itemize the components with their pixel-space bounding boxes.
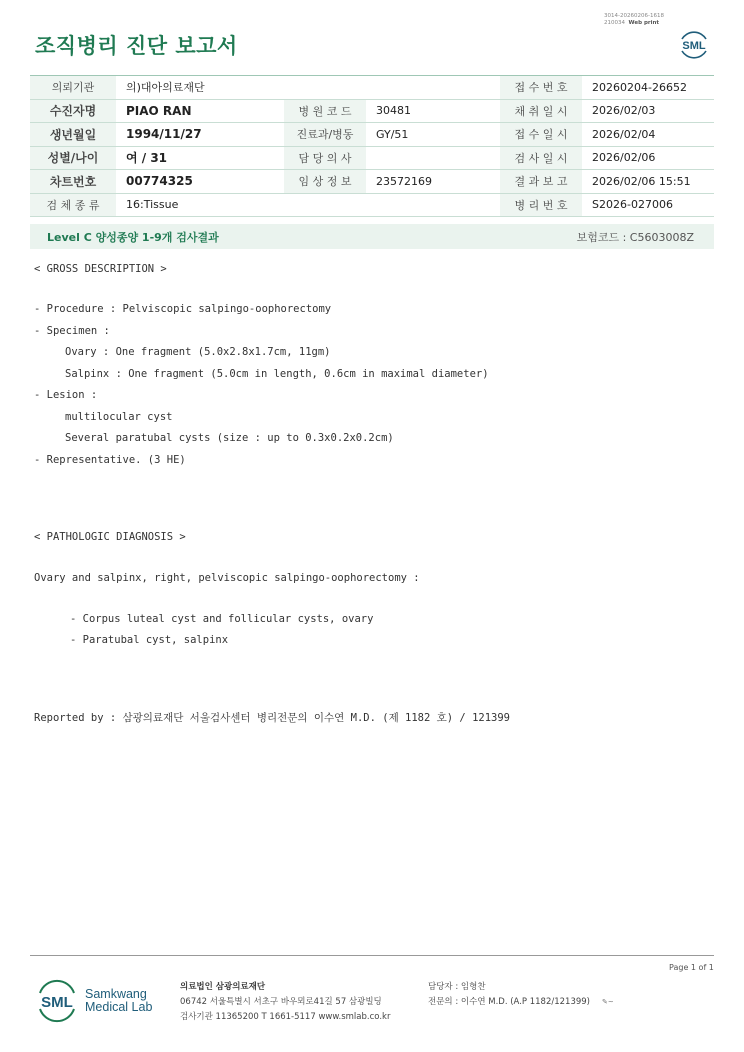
footer-organization-info — [180, 980, 390, 1025]
table-row — [30, 146, 714, 170]
reported-by: Reported by : 삼광의료재단 서울검사센터 병리전문의 이수연 M.D. (제 1182 호) / 121399 — [34, 712, 511, 724]
pathology-number-label: 병 리 번 호 — [500, 193, 582, 217]
specimen-type-value: 16:Tissue — [116, 193, 500, 217]
collection-date-value: 2026/02/03 — [582, 99, 714, 123]
table-row — [30, 99, 714, 123]
hospital-code-label: 병 원 코 드 — [284, 99, 366, 123]
lesion-item-2: Several paratubal cysts (size : up to 0.3x0.2x0.2cm) — [65, 432, 394, 444]
page-number: Page 1 of 1 — [669, 963, 714, 972]
birth-date-value: 1994/11/27 — [116, 123, 284, 147]
lesion-item-1: multilocular cyst — [65, 411, 173, 423]
footer-manager: 담당자 : 임형찬 — [428, 982, 486, 992]
test-date-label: 검 사 일 시 — [500, 146, 582, 170]
gross-description-header: < GROSS DESCRIPTION > — [34, 263, 167, 275]
ovary-line: Ovary : One fragment (5.0x2.8x1.7cm, 11gm) — [65, 346, 331, 358]
result-report-label: 결 과 보 고 — [500, 170, 582, 194]
sex-age-value: 여 / 31 — [116, 146, 284, 170]
clinical-info-value: 23572169 — [366, 170, 500, 194]
patient-name-label: 수진자명 — [30, 99, 116, 123]
department-ward-value: GY/51 — [366, 123, 500, 147]
attending-doctor-value — [366, 146, 500, 170]
print-meta-line1: 3014-20260206-1618 — [604, 13, 664, 19]
procedure-line: - Procedure : Pelviscopic salpingo-oophorectomy — [34, 303, 332, 315]
test-name: Level C 양성종양 1-9개 검사결과 — [47, 230, 219, 244]
chart-number-label: 차트번호 — [30, 170, 116, 194]
attending-doctor-label: 담 당 의 사 — [284, 146, 366, 170]
print-meta-line2: 210034 — [604, 20, 625, 26]
insurance-code: 보험코드 : C5603008Z — [576, 230, 694, 244]
footer-contact: 검사기관 11365200 T 1661-5117 www.smlab.co.kr — [180, 1012, 391, 1022]
sml-logo-icon — [676, 26, 712, 62]
specimen-type-label: 검 체 종 류 — [30, 193, 116, 217]
specimen-line: - Specimen : — [34, 325, 110, 337]
patient-name-value: PIAO RAN — [116, 99, 284, 123]
table-row — [30, 193, 714, 217]
footer-logo-line2: Medical Lab — [85, 1000, 153, 1014]
signature-icon: ✎~ — [602, 998, 614, 1006]
requesting-institution-label: 의뢰기관 — [30, 76, 116, 100]
clinical-info-label: 임 상 정 보 — [284, 170, 366, 194]
salpinx-line: Salpinx : One fragment (5.0cm in length, 0.6cm in maximal diameter) — [65, 368, 489, 380]
footer-logo-abbr: SML — [41, 994, 73, 1011]
pathology-number-value: S2026-027006 — [582, 193, 714, 217]
receipt-date-value: 2026/02/04 — [582, 123, 714, 147]
footer-address: 06742 서울특별시 서초구 바우뫼로41길 57 삼광빌딩 — [180, 997, 382, 1007]
footer-divider — [30, 955, 714, 956]
chart-number-value: 00774325 — [116, 170, 284, 194]
requesting-institution-value: 의)대아의료재단 — [116, 76, 500, 100]
table-row — [30, 76, 714, 100]
footer-specialist: 전문의 : 이수연 M.D. (A.P 1182/121399) — [428, 997, 590, 1007]
diagnosis-item-2: - Paratubal cyst, salpinx — [70, 634, 229, 646]
report-title: 조직병리 진단 보고서 — [35, 34, 238, 58]
test-result-band — [30, 224, 714, 249]
patient-info-table — [30, 75, 714, 217]
footer-logo — [36, 978, 152, 1024]
footer-staff-info — [428, 980, 614, 1010]
diagnosis-item-1: - Corpus luteal cyst and follicular cysts, ovary — [70, 613, 374, 625]
hospital-code-value: 30481 — [366, 99, 500, 123]
birth-date-label: 생년월일 — [30, 123, 116, 147]
receipt-number-value: 20260204-26652 — [582, 76, 714, 100]
receipt-date-label: 접 수 일 시 — [500, 123, 582, 147]
logo-top-text: SML — [682, 40, 706, 52]
representative-line: - Representative. (3 HE) — [34, 454, 186, 466]
web-print-label: Web print — [628, 20, 660, 26]
sex-age-label: 성별/나이 — [30, 146, 116, 170]
collection-date-label: 채 취 일 시 — [500, 99, 582, 123]
result-report-value: 2026/02/06 15:51 — [582, 170, 714, 194]
sml-logo-icon — [36, 978, 78, 1024]
table-row — [30, 123, 714, 147]
footer-logo-line1: Samkwang — [85, 987, 147, 1001]
pathologic-diagnosis-header: < PATHOLOGIC DIAGNOSIS > — [34, 531, 186, 543]
footer-org-name: 의료법인 삼광의료재단 — [180, 982, 266, 992]
department-ward-label: 진료과/병동 — [284, 123, 366, 147]
test-date-value: 2026/02/06 — [582, 146, 714, 170]
diagnosis-site: Ovary and salpinx, right, pelviscopic salpingo-oophorectomy : — [34, 572, 420, 584]
receipt-number-label: 접 수 번 호 — [500, 76, 582, 100]
table-row — [30, 170, 714, 194]
lesion-line: - Lesion : — [34, 389, 98, 401]
print-metadata — [604, 13, 664, 27]
